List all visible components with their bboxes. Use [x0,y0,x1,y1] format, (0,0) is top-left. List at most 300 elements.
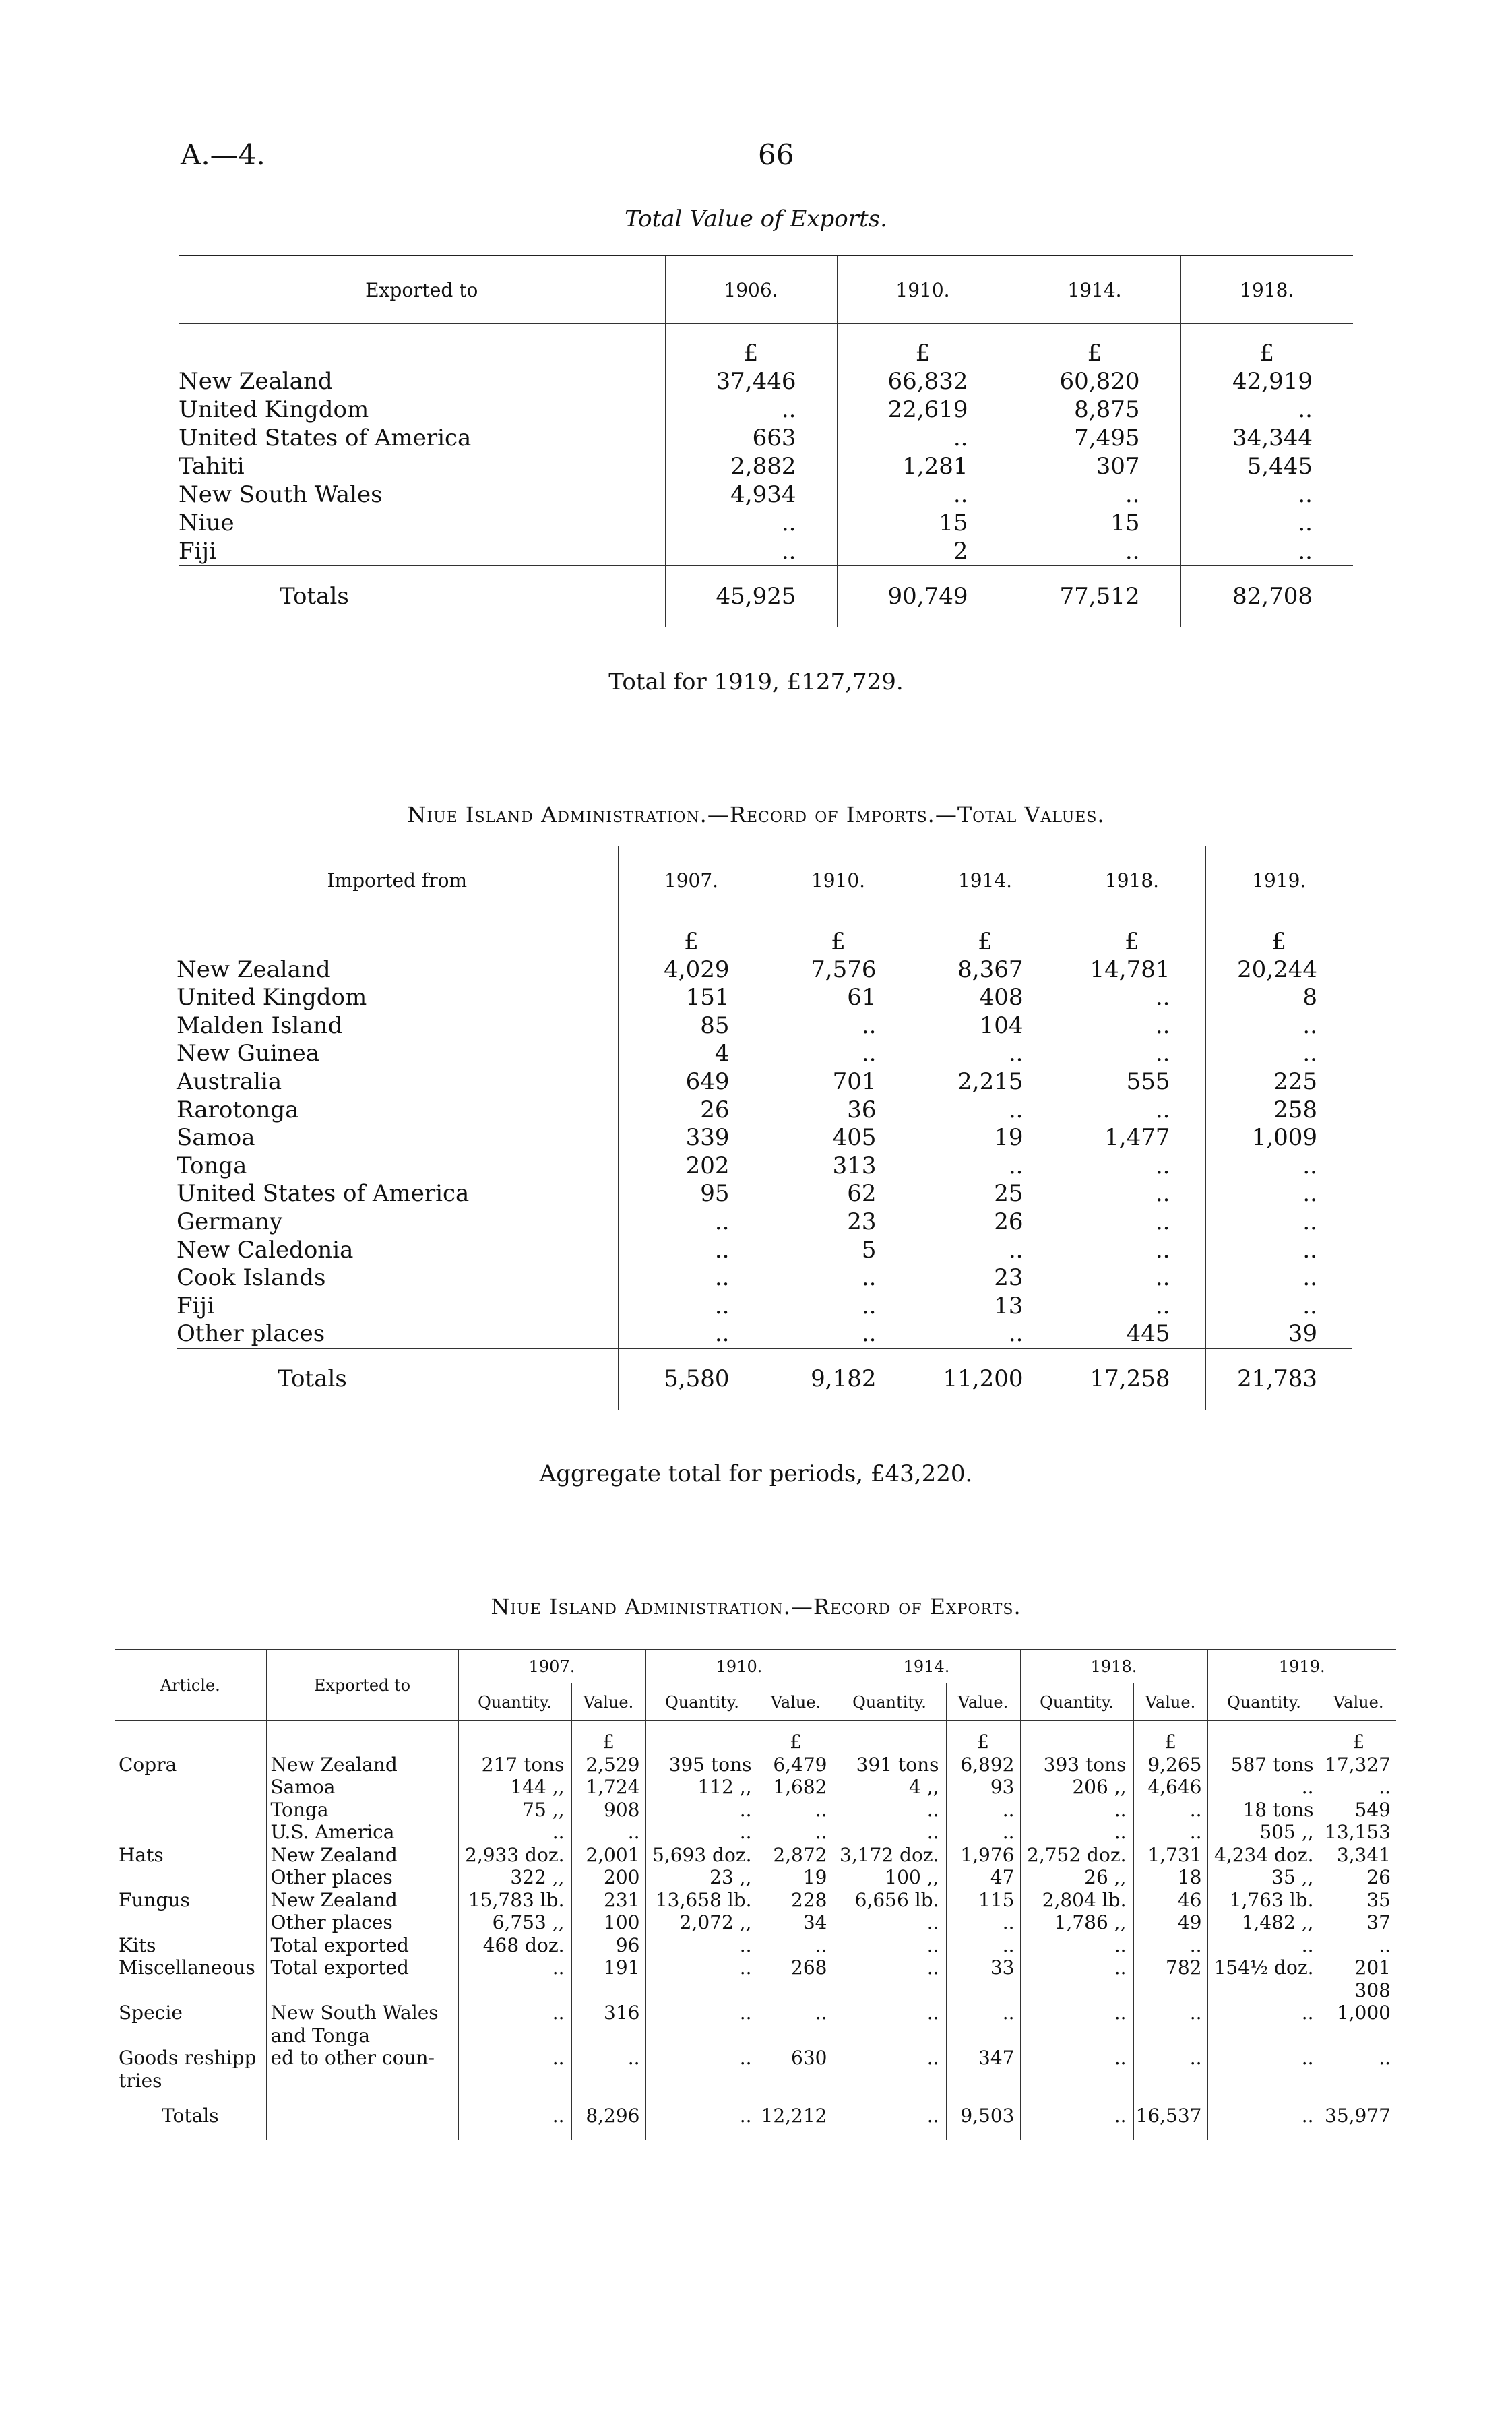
exported-to-label: Other places [266,1866,458,1889]
row-label: Niue [179,509,234,536]
cell: 4 [618,1040,765,1068]
cell: 313 [765,1152,912,1181]
quantity-cell [833,1979,946,2002]
table-row [115,1799,1396,1822]
quantity-cell: 15,783 lb. [458,1889,571,1912]
value-cell: .. [1321,2047,1396,2070]
cell: .. [618,1293,765,1321]
column-header-year: 1914. [912,846,1059,914]
value-cell: 49 [1133,1911,1207,1934]
table-row [177,1152,1352,1181]
value-cell [1321,2070,1396,2092]
imports-note: Aggregate total for periods, £43,220. [539,1460,973,1487]
cell: .. [912,1096,1059,1125]
exports-total-title: Total Value of Exports. [625,206,887,232]
table-row [115,2024,1396,2047]
article-label [115,1911,266,1934]
quantity-cell: 505 ,, [1207,1821,1321,1844]
cell: .. [765,1012,912,1041]
column-header-label: Exported to [179,255,665,324]
value-cell: .. [1133,1821,1207,1844]
table-row [115,1979,1396,2002]
exports-record-title-part: Niue Island Administration. [491,1594,791,1619]
table-row [177,1124,1352,1152]
row-label: Germany [177,1208,283,1235]
cell: .. [1180,480,1353,509]
imports-title [0,802,1512,828]
column-header-value: Value. [1321,1683,1396,1721]
table-row [115,1911,1396,1934]
cell: 307 [1009,452,1180,480]
table-row [177,1040,1352,1068]
quantity-cell [645,2070,759,2092]
quantity-cell: 23 ,, [645,1866,759,1889]
cell: .. [1009,480,1180,509]
table-row [177,1180,1352,1208]
exported-to-label: Total exported [266,1934,458,1957]
cell: 61 [765,984,912,1012]
value-cell: 47 [946,1866,1020,1889]
article-label [115,1821,266,1844]
column-header-quantity: Quantity. [833,1683,946,1721]
quantity-cell: .. [1207,2047,1321,2070]
totals-row [179,566,1353,627]
value-cell [1133,2070,1207,2092]
column-header-year: 1910. [765,846,912,914]
quantity-cell: 322 ,, [458,1866,571,1889]
table-header-row [177,846,1352,914]
imports-title-part: —Record of Imports.— [707,802,957,828]
quantity-cell: .. [458,2047,571,2070]
article-label [115,1776,266,1799]
cell: 2,882 [665,452,837,480]
total-cell: 9,182 [765,1348,912,1410]
row-label: Tonga [177,1152,247,1179]
cell: .. [837,424,1009,452]
value-cell: 33 [946,1956,1020,1979]
currency-row [177,914,1352,956]
value-cell: 34 [759,1911,833,1934]
table-row [115,1821,1396,1844]
value-cell: .. [1321,1934,1396,1957]
value-cell: 100 [571,1911,645,1934]
total-cell: 77,512 [1009,566,1180,627]
value-cell: 115 [946,1889,1020,1912]
value-cell: 308 [1321,1979,1396,2002]
value-cell: 35 [1321,1889,1396,1912]
column-header-year: 1907. [618,846,765,914]
value-cell: .. [946,1799,1020,1822]
cell: 15 [1009,509,1180,537]
value-cell: 1,000 [1321,2002,1396,2024]
total-cell: 9,503 [946,2092,1020,2140]
value-cell: 268 [759,1956,833,1979]
currency-symbol: £ [571,1721,645,1754]
quantity-cell: .. [1020,2047,1133,2070]
currency-symbol: £ [1059,914,1205,956]
total-cell: 5,580 [618,1348,765,1410]
quantity-cell [1207,2024,1321,2047]
totals-row [177,1348,1352,1410]
value-cell: .. [946,1934,1020,1957]
exported-to-label: Samoa [266,1776,458,1799]
row-label: Cook Islands [177,1264,326,1292]
value-cell [759,1979,833,2002]
table-row [177,1012,1352,1041]
quantity-cell: .. [833,1956,946,1979]
cell: .. [1059,1096,1205,1125]
row-label: United Kingdom [177,984,367,1012]
value-cell: 228 [759,1889,833,1912]
article-label [115,2024,266,2047]
totals-row [115,2092,1396,2140]
value-cell: 191 [571,1956,645,1979]
table-row [177,1320,1352,1348]
row-label: Australia [177,1067,282,1095]
cell: 104 [912,1012,1059,1041]
cell: 8,875 [1009,396,1180,424]
cell: 701 [765,1068,912,1096]
exports-record-title [0,1594,1512,1619]
page-number: 66 [758,138,794,171]
value-cell [946,2070,1020,2092]
quantity-cell: 395 tons [645,1754,759,1776]
quantity-cell: .. [833,1799,946,1822]
exported-to-label: New South Wales [266,2002,458,2024]
value-cell [1321,2024,1396,2047]
exports-total-table [179,255,1353,627]
quantity-cell: .. [1020,1799,1133,1822]
quantity-cell: .. [1207,1776,1321,1799]
value-cell: 46 [1133,1889,1207,1912]
quantity-cell: 75 ,, [458,1799,571,1822]
cell: .. [618,1264,765,1293]
quantity-cell: 6,656 lb. [833,1889,946,1912]
currency-symbol [1207,1721,1321,1754]
table-row [179,424,1353,452]
column-header-year: 1918. [1059,846,1205,914]
cell: .. [912,1237,1059,1265]
total-cell: 8,296 [571,2092,645,2140]
cell: 13 [912,1293,1059,1321]
cell: 649 [618,1068,765,1096]
total-cell: .. [458,2092,571,2140]
cell: .. [765,1320,912,1348]
quantity-cell: 1,482 ,, [1207,1911,1321,1934]
cell: 202 [618,1152,765,1181]
column-header-year: 1910. [837,255,1009,324]
value-cell: .. [946,1821,1020,1844]
value-cell: 19 [759,1866,833,1889]
cell: 26 [912,1208,1059,1237]
cell: 5,445 [1180,452,1353,480]
column-header-year: 1918. [1020,1650,1207,1684]
cell: 60,820 [1009,367,1180,396]
column-header-article: Article. [115,1650,266,1721]
cell: 8,367 [912,956,1059,985]
quantity-cell: .. [458,1821,571,1844]
column-header-year: 1918. [1180,255,1353,324]
quantity-cell: 100 ,, [833,1866,946,1889]
value-cell: .. [1133,1799,1207,1822]
column-header-year: 1914. [1009,255,1180,324]
value-cell [946,2024,1020,2047]
table-row [177,1068,1352,1096]
spacer-cell [115,1721,266,1754]
value-cell: 549 [1321,1799,1396,1822]
quantity-cell [458,1979,571,2002]
quantity-cell: .. [1020,1821,1133,1844]
total-cell: 21,783 [1205,1348,1352,1410]
total-cell: 90,749 [837,566,1009,627]
column-header-year: 1906. [665,255,837,324]
quantity-cell: 5,693 doz. [645,1844,759,1867]
cell: .. [1059,1237,1205,1265]
table-row [115,1866,1396,1889]
currency-symbol: £ [1205,914,1352,956]
quantity-cell: 154½ doz. [1207,1956,1321,1979]
cell: 1,009 [1205,1124,1352,1152]
row-label: Tahiti [179,453,245,480]
document-reference: A.—4. [181,138,265,171]
totals-label: Totals [177,1348,618,1410]
value-cell: 316 [571,2002,645,2024]
quantity-cell: .. [645,1956,759,1979]
cell: 1,477 [1059,1124,1205,1152]
value-cell [571,2070,645,2092]
quantity-cell: .. [1020,1956,1133,1979]
value-cell: 630 [759,2047,833,2070]
cell: .. [1180,396,1353,424]
cell: 20,244 [1205,956,1352,985]
cell: .. [1059,1293,1205,1321]
row-label: Fiji [179,538,216,565]
exported-to-label: and Tonga [266,2024,458,2047]
cell: 555 [1059,1068,1205,1096]
value-cell: 1,724 [571,1776,645,1799]
totals-label: Totals [115,2092,266,2140]
currency-symbol: £ [618,914,765,956]
total-cell: 17,258 [1059,1348,1205,1410]
cell: .. [1009,537,1180,566]
exports-record-table [115,1649,1396,2140]
imports-title-part: Total Values. [957,802,1105,828]
table-header-row [115,1650,1396,1684]
currency-symbol: £ [759,1721,833,1754]
quantity-cell [833,2070,946,2092]
row-label: Rarotonga [177,1096,299,1123]
exported-to-label [266,1979,458,2002]
column-header-value: Value. [759,1683,833,1721]
cell: .. [1059,984,1205,1012]
cell: 663 [665,424,837,452]
value-cell: 782 [1133,1956,1207,1979]
quantity-cell: 587 tons [1207,1754,1321,1776]
cell: 23 [765,1208,912,1237]
column-header-quantity: Quantity. [1207,1683,1321,1721]
value-cell: 1,976 [946,1844,1020,1867]
cell: .. [618,1320,765,1348]
currency-symbol [833,1721,946,1754]
value-cell [1133,2024,1207,2047]
row-label: Other places [177,1320,325,1348]
cell: .. [765,1293,912,1321]
quantity-cell: .. [1207,2002,1321,2024]
table-row [115,2047,1396,2070]
article-label: Hats [119,1843,164,1866]
cell: .. [1059,1152,1205,1181]
column-header-quantity: Quantity. [458,1683,571,1721]
quantity-cell: 468 doz. [458,1934,571,1957]
total-cell: 12,212 [759,2092,833,2140]
cell: 2 [837,537,1009,566]
currency-symbol: £ [1180,324,1353,368]
cell: .. [765,1040,912,1068]
quantity-cell: 393 tons [1020,1754,1133,1776]
cell: .. [837,480,1009,509]
table-row [115,1776,1396,1799]
value-cell: 6,892 [946,1754,1020,1776]
cell: .. [665,537,837,566]
article-label: tries [119,2069,162,2092]
value-cell: .. [571,1821,645,1844]
value-cell: .. [759,1934,833,1957]
cell: 62 [765,1180,912,1208]
cell: .. [1059,1040,1205,1068]
value-cell [759,2070,833,2092]
cell: .. [1205,1293,1352,1321]
value-cell: 26 [1321,1866,1396,1889]
quantity-cell [1020,2070,1133,2092]
column-header-year: 1907. [458,1650,645,1684]
column-header-label: Imported from [177,846,618,914]
quantity-cell: .. [1207,1934,1321,1957]
cell: 85 [618,1012,765,1041]
article-label: Goods reshipp [119,2047,257,2069]
column-header-year: 1914. [833,1650,1020,1684]
table-row [177,984,1352,1012]
total-cell: .. [1020,2092,1133,2140]
column-header-value: Value. [571,1683,645,1721]
cell: 66,832 [837,367,1009,396]
cell: 26 [618,1096,765,1125]
value-cell [946,1979,1020,2002]
value-cell: 1,731 [1133,1844,1207,1867]
value-cell: .. [571,2047,645,2070]
cell: .. [1059,1012,1205,1041]
exports-total-note: Total for 1919, £127,729. [608,669,904,695]
exports-record-title-part: —Record of Exports. [790,1594,1021,1619]
table-row [177,1208,1352,1237]
exported-to-label: Other places [266,1911,458,1934]
currency-symbol [458,1721,571,1754]
table-row [115,2070,1396,2092]
cell: .. [1059,1264,1205,1293]
cell: .. [1205,1237,1352,1265]
cell: 95 [618,1180,765,1208]
table-row [177,1096,1352,1125]
cell: 1,281 [837,452,1009,480]
value-cell: 1,682 [759,1776,833,1799]
table-row [115,1844,1396,1867]
value-cell: 93 [946,1776,1020,1799]
quantity-cell: .. [645,1799,759,1822]
quantity-cell: 217 tons [458,1754,571,1776]
exported-to-label: ed to other coun- [266,2047,458,2070]
exported-to-label: New Zealand [266,1844,458,1867]
cell: 225 [1205,1068,1352,1096]
cell: 15 [837,509,1009,537]
quantity-cell: 2,804 lb. [1020,1889,1133,1912]
quantity-cell: 2,072 ,, [645,1911,759,1934]
exported-to-label: Total exported [266,1956,458,1979]
article-label: Copra [119,1753,177,1776]
value-cell: 6,479 [759,1754,833,1776]
value-cell: 18 [1133,1866,1207,1889]
exported-to-label: U.S. America [266,1821,458,1844]
cell: 22,619 [837,396,1009,424]
value-cell: 9,265 [1133,1754,1207,1776]
exported-to-label: Tonga [266,1799,458,1822]
column-header-year: 1919. [1205,846,1352,914]
quantity-cell: 3,172 doz. [833,1844,946,1867]
imports-title-part: Niue Island Administration. [407,802,707,828]
row-label: Fiji [177,1292,214,1320]
total-cell: 11,200 [912,1348,1059,1410]
currency-symbol: £ [1133,1721,1207,1754]
spacer-cell [266,2092,458,2140]
cell: 19 [912,1124,1059,1152]
row-label: United States of America [179,425,472,452]
cell: .. [1205,1264,1352,1293]
quantity-cell: 6,753 ,, [458,1911,571,1934]
quantity-cell: 4 ,, [833,1776,946,1799]
quantity-cell: 2,933 doz. [458,1844,571,1867]
total-cell: 16,537 [1133,2092,1207,2140]
quantity-cell: .. [833,1821,946,1844]
quantity-cell: 1,786 ,, [1020,1911,1133,1934]
article-label: Fungus [119,1888,190,1911]
cell: .. [1059,1180,1205,1208]
row-label: Samoa [177,1124,255,1152]
quantity-cell [458,2070,571,2092]
article-label [115,1799,266,1822]
row-label: United Kingdom [179,396,369,423]
value-cell [571,1979,645,2002]
column-header-quantity: Quantity. [645,1683,759,1721]
table-row [179,367,1353,396]
cell: 151 [618,984,765,1012]
cell: .. [765,1264,912,1293]
currency-symbol: £ [1321,1721,1396,1754]
quantity-cell: 2,752 doz. [1020,1844,1133,1867]
cell: .. [665,396,837,424]
value-cell: .. [1321,1776,1396,1799]
cell: .. [618,1208,765,1237]
row-label: New Zealand [179,368,333,395]
quantity-cell [1020,1979,1133,2002]
quantity-cell: .. [833,2047,946,2070]
value-cell: 37 [1321,1911,1396,1934]
quantity-cell: 391 tons [833,1754,946,1776]
cell: 2,215 [912,1068,1059,1096]
value-cell: 908 [571,1799,645,1822]
cell: .. [1059,1208,1205,1237]
value-cell: 347 [946,2047,1020,2070]
currency-symbol: £ [837,324,1009,368]
quantity-cell: .. [458,1956,571,1979]
cell: 14,781 [1059,956,1205,985]
